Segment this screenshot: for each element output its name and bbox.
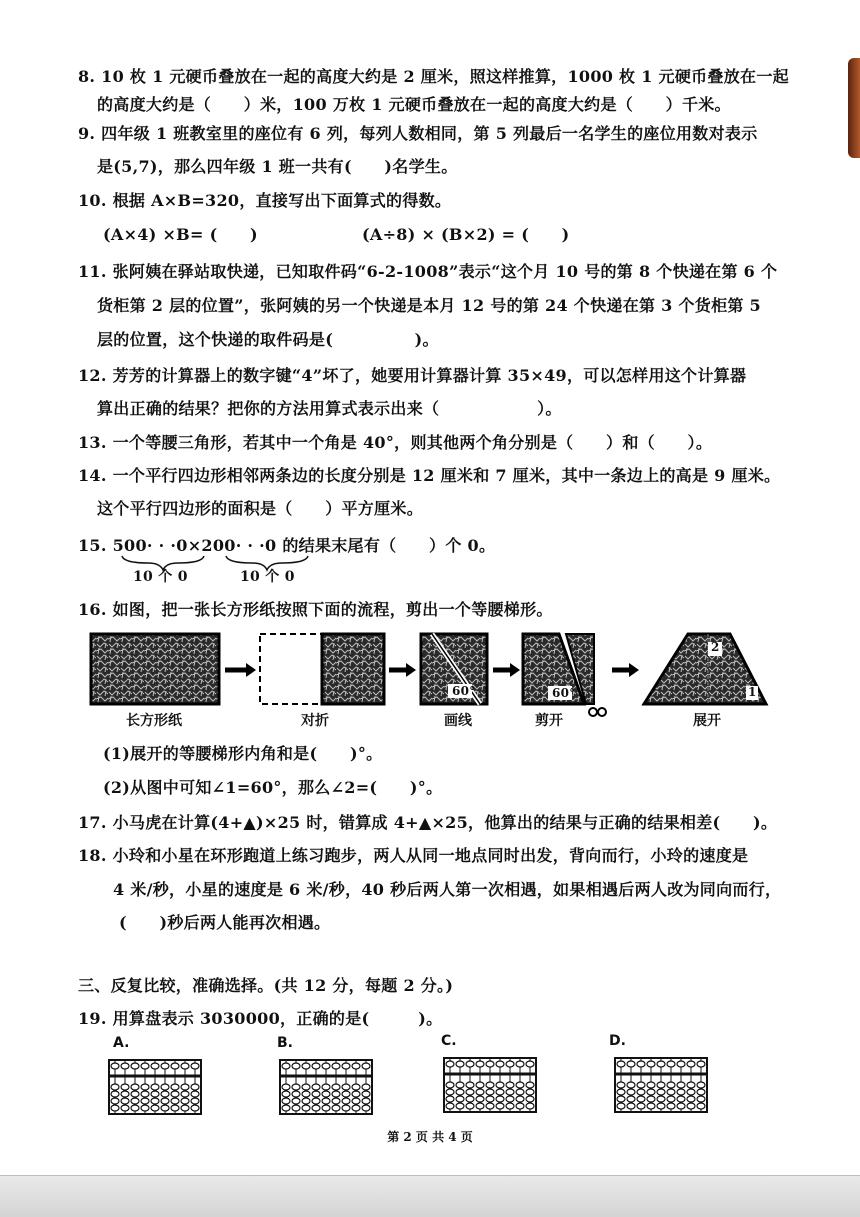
angle-1-label: 1	[748, 685, 757, 699]
arrow-icon	[510, 663, 520, 677]
q14-line2: 这个平行四边形的面积是（ ）平方厘米。	[97, 499, 424, 518]
caption-cut: 剪开	[535, 713, 563, 729]
section3-title: 三、反复比较，准确选择。(共 12 分，每题 2 分。)	[78, 976, 454, 995]
q10-expr1: (A×4) ×B= ( )	[103, 225, 258, 244]
angle-label-draw: 60°	[452, 684, 476, 698]
arrow-icon	[406, 663, 416, 677]
rectangle-paper-figure	[91, 634, 219, 704]
underbrace-1	[122, 556, 204, 570]
q8-line2: 的高度大约是（ ）米，100 万枚 1 元硬币叠放在一起的高度大约是（ ）千米。	[97, 95, 731, 114]
q15-underbrace-label-1: 10 个 0	[133, 569, 188, 585]
abacus-option-c	[444, 1058, 536, 1112]
q15-underbrace-label-2: 10 个 0	[240, 569, 295, 585]
viewer-bottom-bar	[0, 1175, 860, 1217]
arrow-icon	[629, 663, 639, 677]
q18-line3: ( )秒后两人能再次相遇。	[119, 913, 331, 932]
q18-line1: 18. 小玲和小星在环形跑道上练习跑步，两人从同一地点同时出发，背向而行，小玲的速度是	[78, 846, 749, 865]
q12-line2: 算出正确的结果？把你的方法用算式表示出来（ ）。	[97, 399, 562, 418]
q16-sub2: (2)从图中可知∠1=60°，那么∠2=( )°。	[103, 778, 443, 797]
q8-line1: 8. 10 枚 1 元硬币叠放在一起的高度大约是 2 厘米，照这样推算，1000 枚 1 元硬币叠放在一起	[78, 67, 789, 86]
q12-line1: 12. 芳芳的计算器上的数字键“4”坏了，她要用计算器计算 35×49，可以怎样用这个计算器	[78, 366, 747, 385]
caption-fold: 对折	[301, 713, 329, 729]
abacus-option-a	[109, 1060, 201, 1114]
caption-rectangle-paper: 长方形纸	[126, 713, 182, 729]
q13-line1: 13. 一个等腰三角形，若其中一个角是 40°，则其他两个角分别是（ ）和（ ）。	[78, 433, 713, 452]
option-a-label: A.	[113, 1035, 130, 1051]
q15-line1: 15. 500· · ·0×200· · ·0 的结果末尾有（ ）个 0。	[78, 536, 496, 555]
angle-label-cut: 60°	[552, 686, 576, 700]
q11-line1: 11. 张阿姨在驿站取快递，已知取件码“6-2-1008”表示“这个月 10 号的第 8 个快递在第 6 个	[78, 262, 778, 281]
abacus-option-b	[280, 1060, 372, 1114]
q11-line2: 货柜第 2 层的位置”，张阿姨的另一个快递是本月 12 号的第 24 个快递在第 3 个货柜第 5	[97, 296, 761, 315]
abacus-option-d	[615, 1058, 707, 1112]
page-footer: 第 2 页 共 4 页	[387, 1130, 473, 1144]
arrow-icon	[246, 663, 256, 677]
folded-paper-figure	[322, 634, 384, 704]
q9-line1: 9. 四年级 1 班教室里的座位有 6 列，每列人数相同，第 5 列最后一名学生的座位用数对表示	[78, 124, 758, 143]
option-c-label: C.	[441, 1033, 457, 1049]
q9-line2: 是(5,7)，那么四年级 1 班一共有( )名学生。	[97, 157, 458, 176]
q18-line2: 4 米/秒，小星的速度是 6 米/秒，40 秒后两人第一次相遇，如果相遇后两人改为同向而行，	[113, 880, 782, 899]
q19-line1: 19. 用算盘表示 3030000，正确的是( )。	[78, 1009, 443, 1028]
q10-expr2: (A÷8) × (B×2) = ( )	[362, 225, 570, 244]
option-d-label: D.	[609, 1033, 626, 1049]
q16-sub1: (1)展开的等腰梯形内角和是( )°。	[103, 744, 383, 763]
angle-2-label: 2	[711, 640, 720, 654]
caption-unfold: 展开	[693, 713, 721, 729]
option-b-label: B.	[277, 1035, 293, 1051]
caption-draw-line: 画线	[444, 713, 472, 729]
q17-line1: 17. 小马虎在计算(4+▲)×25 时，错算成 4+▲×25，他算出的结果与正确的结果相差( )。	[78, 813, 778, 832]
q11-line3: 层的位置，这个快递的取件码是( )。	[97, 330, 439, 349]
underbrace-2	[226, 556, 308, 570]
q16-line1: 16. 如图，把一张长方形纸按照下面的流程，剪出一个等腰梯形。	[78, 600, 553, 619]
scissors-icon	[589, 708, 597, 716]
q10-line1: 10. 根据 A×B=320，直接写出下面算式的得数。	[78, 191, 452, 210]
q14-line1: 14. 一个平行四边形相邻两条边的长度分别是 12 厘米和 7 厘米，其中一条边上的高是 9 厘米。	[78, 466, 781, 485]
